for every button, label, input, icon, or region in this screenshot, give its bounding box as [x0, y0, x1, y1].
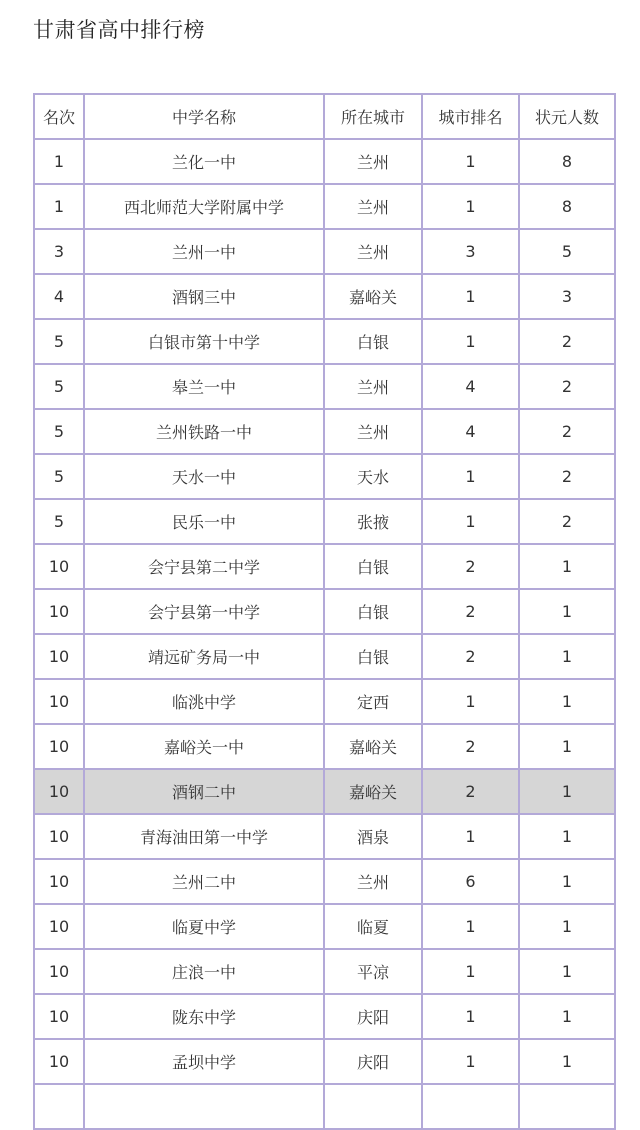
cell-top-scorers: 1 — [519, 949, 615, 994]
cell-rank: 10 — [34, 1039, 84, 1084]
cell-top-scorers: 1 — [519, 994, 615, 1039]
cell-city: 张掖 — [324, 499, 422, 544]
header-city: 所在城市 — [324, 94, 422, 139]
cell-city: 天水 — [324, 454, 422, 499]
header-row — [34, 94, 615, 139]
cell-city-rank: 2 — [422, 634, 519, 679]
cell-school: 嘉峪关一中 — [84, 724, 324, 769]
table-row — [34, 274, 615, 319]
cell-school: 西北师范大学附属中学 — [84, 184, 324, 229]
cell-rank: 10 — [34, 904, 84, 949]
table-row — [34, 1084, 615, 1129]
cell-city: 平凉 — [324, 949, 422, 994]
cell-city-rank: 4 — [422, 409, 519, 454]
cell-rank: 10 — [34, 634, 84, 679]
cell-city: 酒泉 — [324, 814, 422, 859]
cell-city: 白银 — [324, 544, 422, 589]
cell-top-scorers: 1 — [519, 544, 615, 589]
cell-top-scorers: 8 — [519, 139, 615, 184]
cell-top-scorers: 1 — [519, 679, 615, 724]
cell-school: 临洮中学 — [84, 679, 324, 724]
cell-top-scorers: 1 — [519, 814, 615, 859]
header-school: 中学名称 — [84, 94, 324, 139]
cell-top-scorers: 1 — [519, 634, 615, 679]
cell-top-scorers: 2 — [519, 499, 615, 544]
header-rank: 名次 — [34, 94, 84, 139]
cell-school: 兰州一中 — [84, 229, 324, 274]
cell-rank: 10 — [34, 544, 84, 589]
table-row — [34, 364, 615, 409]
cell-top-scorers: 2 — [519, 454, 615, 499]
cell-city-rank: 1 — [422, 994, 519, 1039]
cell-top-scorers: 1 — [519, 589, 615, 634]
cell-city-rank: 1 — [422, 184, 519, 229]
cell-school: 兰州二中 — [84, 859, 324, 904]
table-row — [34, 499, 615, 544]
ranking-table — [33, 93, 616, 1130]
cell-top-scorers: 1 — [519, 904, 615, 949]
cell-school — [84, 1084, 324, 1129]
cell-rank: 10 — [34, 814, 84, 859]
table-row — [34, 184, 615, 229]
cell-school: 酒钢三中 — [84, 274, 324, 319]
cell-city: 兰州 — [324, 184, 422, 229]
cell-top-scorers: 1 — [519, 1039, 615, 1084]
cell-rank: 10 — [34, 769, 84, 814]
cell-city: 庆阳 — [324, 1039, 422, 1084]
table-row — [34, 994, 615, 1039]
cell-rank: 10 — [34, 724, 84, 769]
cell-rank: 10 — [34, 859, 84, 904]
cell-city: 嘉峪关 — [324, 274, 422, 319]
cell-city: 兰州 — [324, 409, 422, 454]
cell-school: 会宁县第一中学 — [84, 589, 324, 634]
table-row — [34, 859, 615, 904]
cell-top-scorers: 3 — [519, 274, 615, 319]
cell-school: 靖远矿务局一中 — [84, 634, 324, 679]
cell-rank — [34, 1084, 84, 1129]
page-title: 甘肃省高中排行榜 — [33, 18, 205, 42]
table-row — [34, 229, 615, 274]
cell-top-scorers: 8 — [519, 184, 615, 229]
cell-city: 白银 — [324, 319, 422, 364]
cell-city-rank: 3 — [422, 229, 519, 274]
cell-city-rank: 2 — [422, 724, 519, 769]
cell-school: 民乐一中 — [84, 499, 324, 544]
cell-city: 庆阳 — [324, 994, 422, 1039]
cell-rank: 3 — [34, 229, 84, 274]
cell-rank: 5 — [34, 454, 84, 499]
cell-city-rank: 2 — [422, 544, 519, 589]
cell-school: 会宁县第二中学 — [84, 544, 324, 589]
cell-city-rank: 2 — [422, 589, 519, 634]
cell-rank: 5 — [34, 319, 84, 364]
cell-school: 临夏中学 — [84, 904, 324, 949]
cell-city-rank: 1 — [422, 454, 519, 499]
table-row — [34, 139, 615, 184]
cell-top-scorers: 1 — [519, 769, 615, 814]
cell-school: 青海油田第一中学 — [84, 814, 324, 859]
table-row — [34, 319, 615, 364]
header-city-rank: 城市排名 — [422, 94, 519, 139]
cell-school: 陇东中学 — [84, 994, 324, 1039]
cell-city — [324, 1084, 422, 1129]
cell-city-rank: 1 — [422, 814, 519, 859]
cell-city-rank: 4 — [422, 364, 519, 409]
cell-city-rank: 6 — [422, 859, 519, 904]
cell-city-rank: 1 — [422, 949, 519, 994]
cell-city-rank: 1 — [422, 274, 519, 319]
cell-top-scorers: 1 — [519, 859, 615, 904]
cell-city-rank: 1 — [422, 319, 519, 364]
cell-city-rank: 1 — [422, 139, 519, 184]
cell-city: 定西 — [324, 679, 422, 724]
cell-city: 兰州 — [324, 859, 422, 904]
cell-rank: 10 — [34, 949, 84, 994]
header-top-scorers: 状元人数 — [519, 94, 615, 139]
cell-rank: 5 — [34, 499, 84, 544]
table-row — [34, 1039, 615, 1084]
table-row — [34, 454, 615, 499]
cell-city-rank — [422, 1084, 519, 1129]
table-row — [34, 544, 615, 589]
cell-city: 嘉峪关 — [324, 724, 422, 769]
cell-top-scorers: 2 — [519, 364, 615, 409]
cell-city-rank: 1 — [422, 679, 519, 724]
table-row — [34, 724, 615, 769]
cell-city: 临夏 — [324, 904, 422, 949]
cell-top-scorers: 5 — [519, 229, 615, 274]
cell-city: 兰州 — [324, 364, 422, 409]
cell-city-rank: 1 — [422, 499, 519, 544]
cell-city: 嘉峪关 — [324, 769, 422, 814]
cell-rank: 1 — [34, 139, 84, 184]
cell-city: 兰州 — [324, 229, 422, 274]
table-row — [34, 949, 615, 994]
cell-school: 庄浪一中 — [84, 949, 324, 994]
cell-school: 天水一中 — [84, 454, 324, 499]
table-row — [34, 769, 615, 814]
cell-school: 兰化一中 — [84, 139, 324, 184]
cell-school: 皋兰一中 — [84, 364, 324, 409]
cell-city-rank: 2 — [422, 769, 519, 814]
table-row — [34, 814, 615, 859]
cell-school: 酒钢二中 — [84, 769, 324, 814]
cell-city: 兰州 — [324, 139, 422, 184]
cell-top-scorers: 2 — [519, 409, 615, 454]
cell-school: 白银市第十中学 — [84, 319, 324, 364]
cell-city: 白银 — [324, 589, 422, 634]
cell-rank: 5 — [34, 409, 84, 454]
cell-school: 孟坝中学 — [84, 1039, 324, 1084]
table-row — [34, 904, 615, 949]
table-row — [34, 409, 615, 454]
cell-top-scorers: 1 — [519, 724, 615, 769]
table-row — [34, 589, 615, 634]
cell-top-scorers: 2 — [519, 319, 615, 364]
table-row — [34, 634, 615, 679]
cell-school: 兰州铁路一中 — [84, 409, 324, 454]
cell-top-scorers — [519, 1084, 615, 1129]
cell-rank: 10 — [34, 679, 84, 724]
table-row — [34, 679, 615, 724]
cell-rank: 10 — [34, 994, 84, 1039]
cell-city: 白银 — [324, 634, 422, 679]
cell-city-rank: 1 — [422, 1039, 519, 1084]
cell-rank: 5 — [34, 364, 84, 409]
cell-city-rank: 1 — [422, 904, 519, 949]
cell-rank: 4 — [34, 274, 84, 319]
cell-rank: 1 — [34, 184, 84, 229]
cell-rank: 10 — [34, 589, 84, 634]
